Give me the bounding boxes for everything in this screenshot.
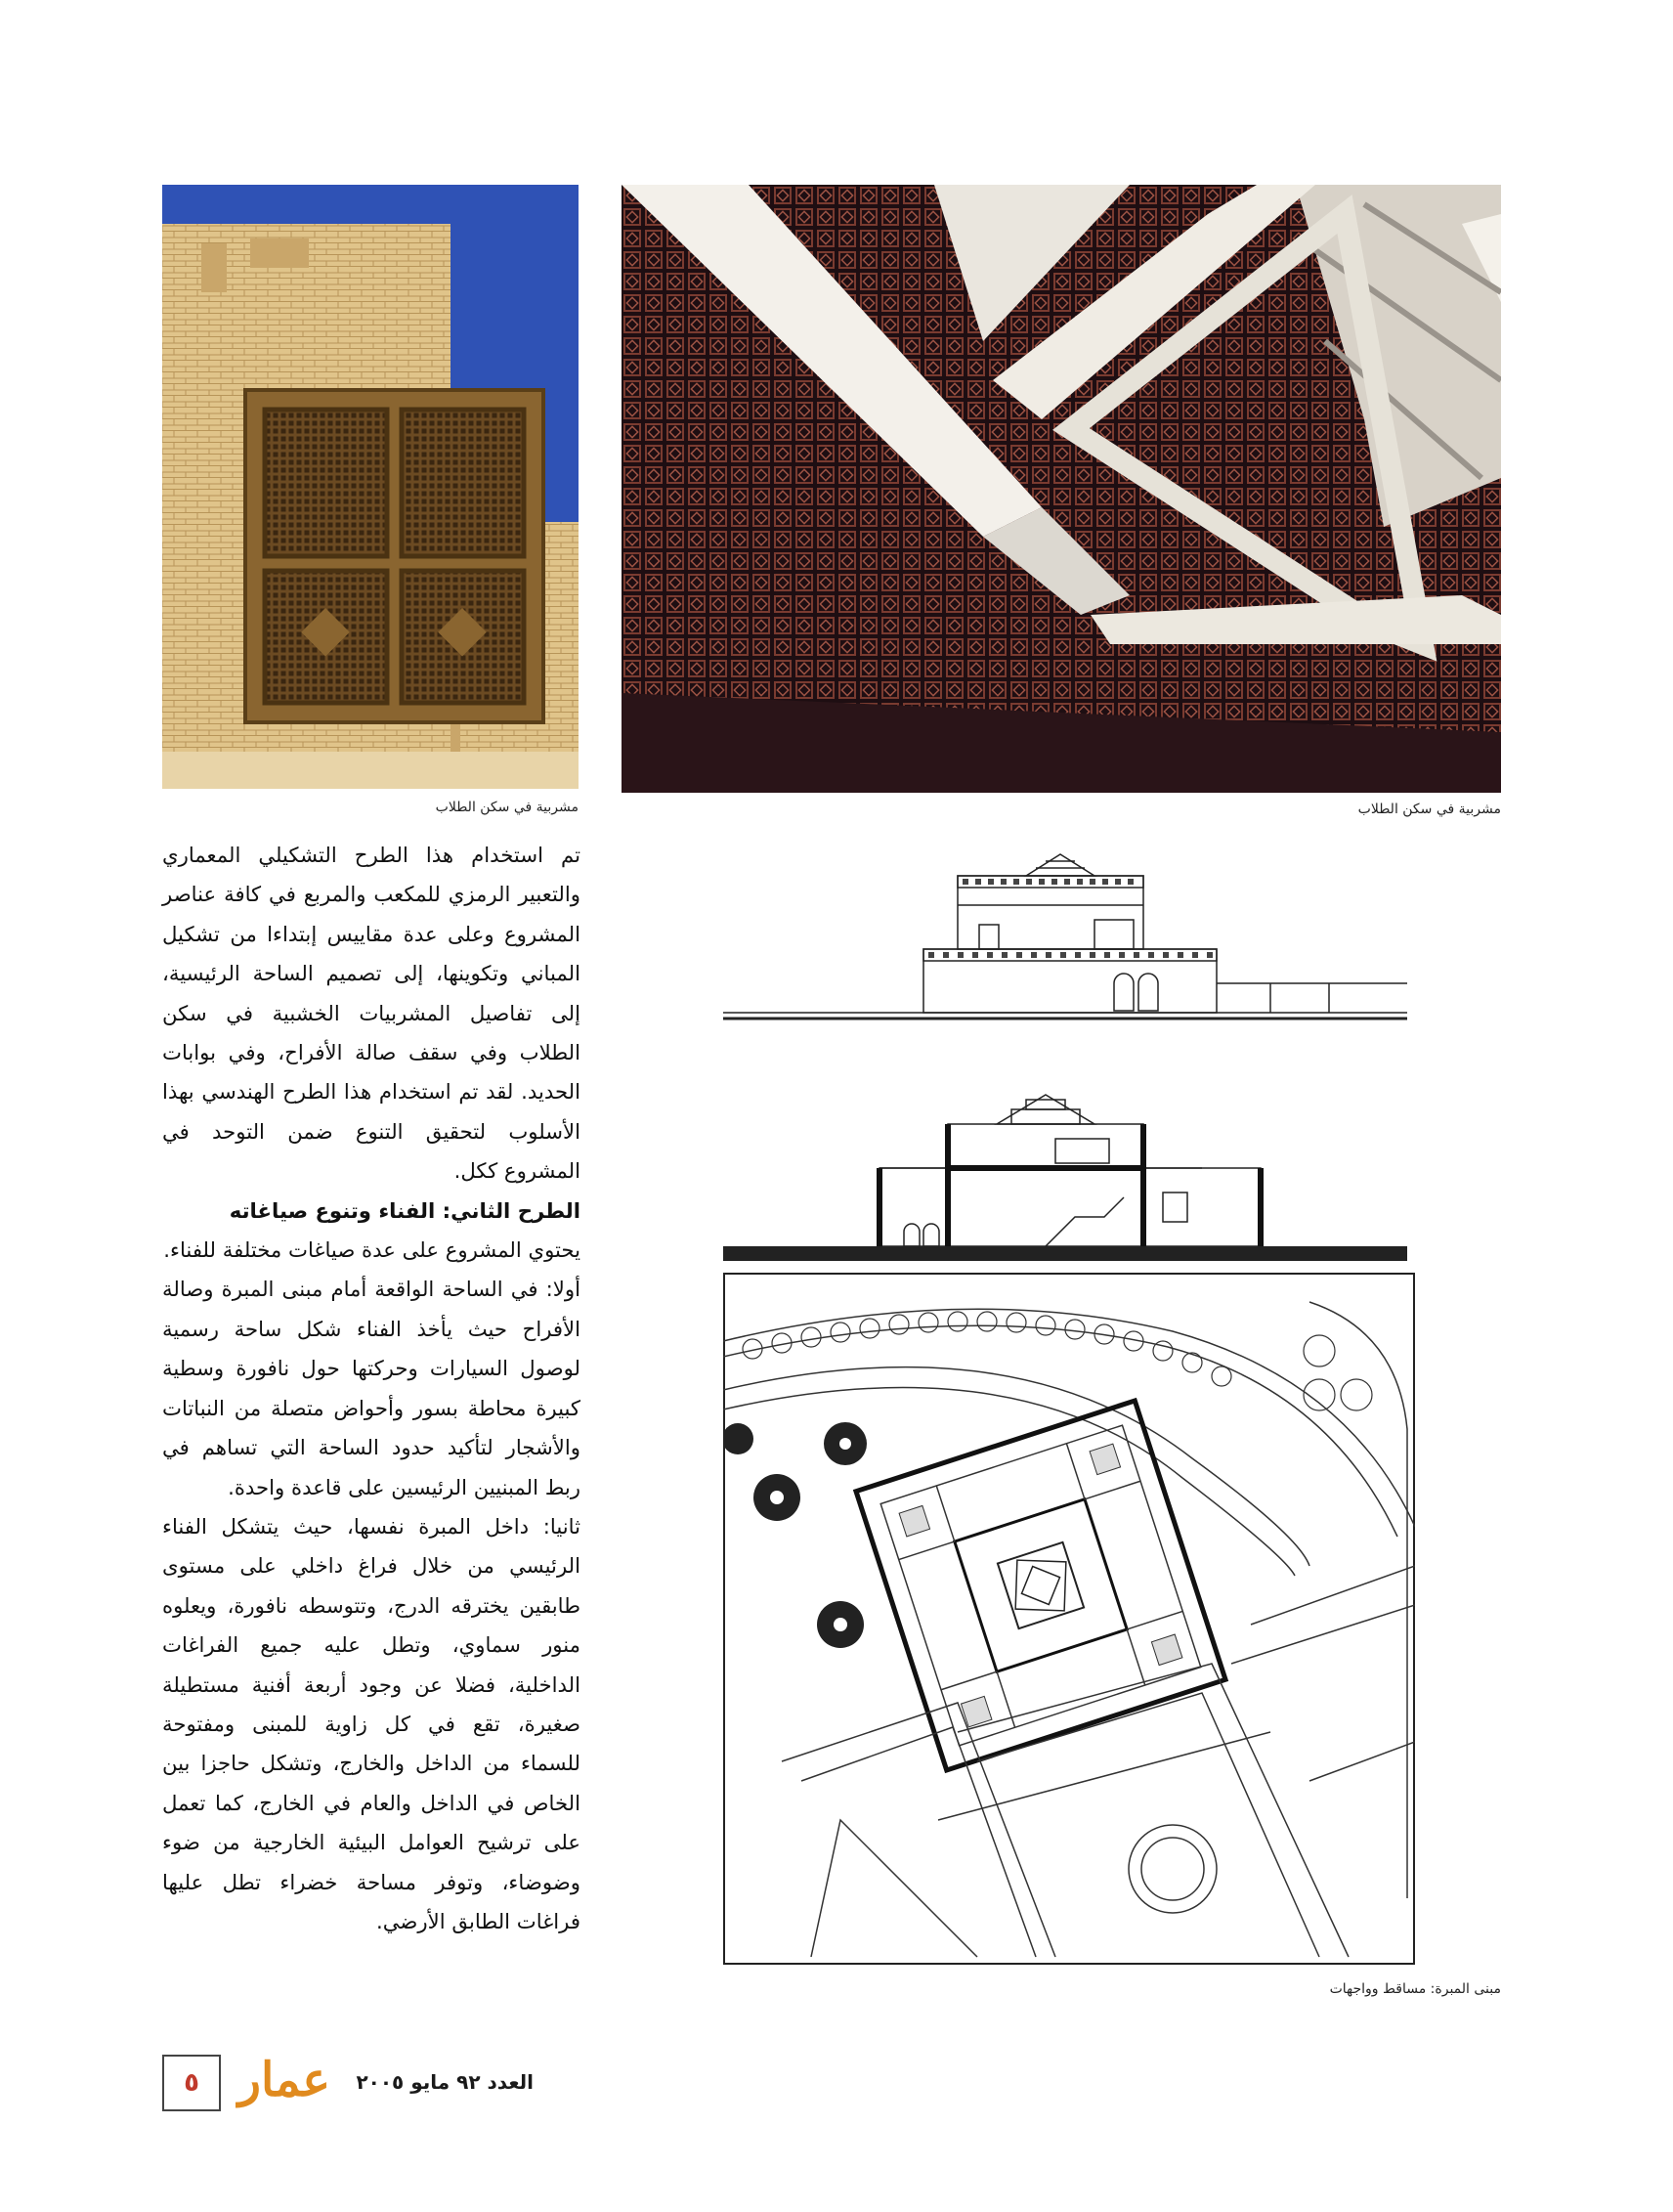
article-paragraph: يحتوي المشروع على عدة صياغات مختلفة للفناء.	[163, 1237, 580, 1263]
article-paragraph: تم استخدام هذا الطرح التشكيلي المعماري والتعبير الرمزي للمكعب والمربع في كافة عناصر المشروع وعلى عدة مقاييس إبتداءا من تشكيل المباني وتكوينها، إلى تصميم الساحة الرئيسية، إلى تفاصيل المشربيات الخشبية في سكن الطلاب وفي سقف صالة الأفراح، وفي بوابات الحديد. لقد تم استخدام هذا الطرح الهندسي بهذا الأسلوب لتحقيق التنوع ضمن التوحد في المشروع ككل.	[162, 843, 580, 1184]
mashrabiya-facade-photo	[162, 185, 579, 789]
article-paragraph: ثانيا: داخل المبرة نفسها، حيث يتشكل الفناء الرئيسي من خلال فراغ داخلي على مستوى طابقين يخترقه الدرج، وتتوسطه نافورة، ويعلوه منور سماوي، وتطل عليه جميع الفراغات الداخلية، فضلا عن وجود أربعة أفنية مستطيلة صغيرة، تقع في كل زاوية للمبنى ومفتوحة للسماء من الداخل والخارج، وتشكل حاجزا بين الخاص في الداخل والعام في الخارج، كما تعمل على ترشيح العوامل البيئية الخارجية من ضوء وضوضاء، وتوفر مساحة خضراء تطل عليها فراغات الطابق الأرضي.	[162, 1513, 580, 1933]
page-number: ٥	[162, 2055, 221, 2111]
mashrabiya-ceiling-photo	[622, 185, 1501, 793]
ceiling-photo-caption: مشربية في سكن الطلاب	[1357, 802, 1501, 817]
facade-photo-caption: مشربية في سكن الطلاب	[435, 800, 579, 815]
site-plan-drawing	[723, 1273, 1415, 1965]
drawings-caption: مبنى المبرة: مساقط وواجهات	[1329, 1981, 1501, 1997]
article-paragraph: أولا: في الساحة الواقعة أمام مبنى المبرة وصالة الأفراح حيث يأخذ الفناء شكل ساحة رسمية لوصول السيارات وحركتها حول نافورة وسطية كبيرة محاطة بسور وأحواض متصلة من النباتات والأشجار لتأكيد حدود الساحة التي تساهم في ربط المبنيين الرئيسين على قاعدة واحدة.	[162, 1277, 580, 1499]
section-heading: الطرح الثاني: الفناء وتنوع صياغاته	[229, 1197, 580, 1223]
article-body	[162, 836, 580, 2028]
section-drawing	[723, 1085, 1407, 1261]
issue-info: العدد ٩٢ مايو ٢٠٠٥	[356, 2070, 534, 2094]
magazine-logo: عمار	[237, 2053, 330, 2107]
front-elevation-drawing	[723, 846, 1407, 1022]
